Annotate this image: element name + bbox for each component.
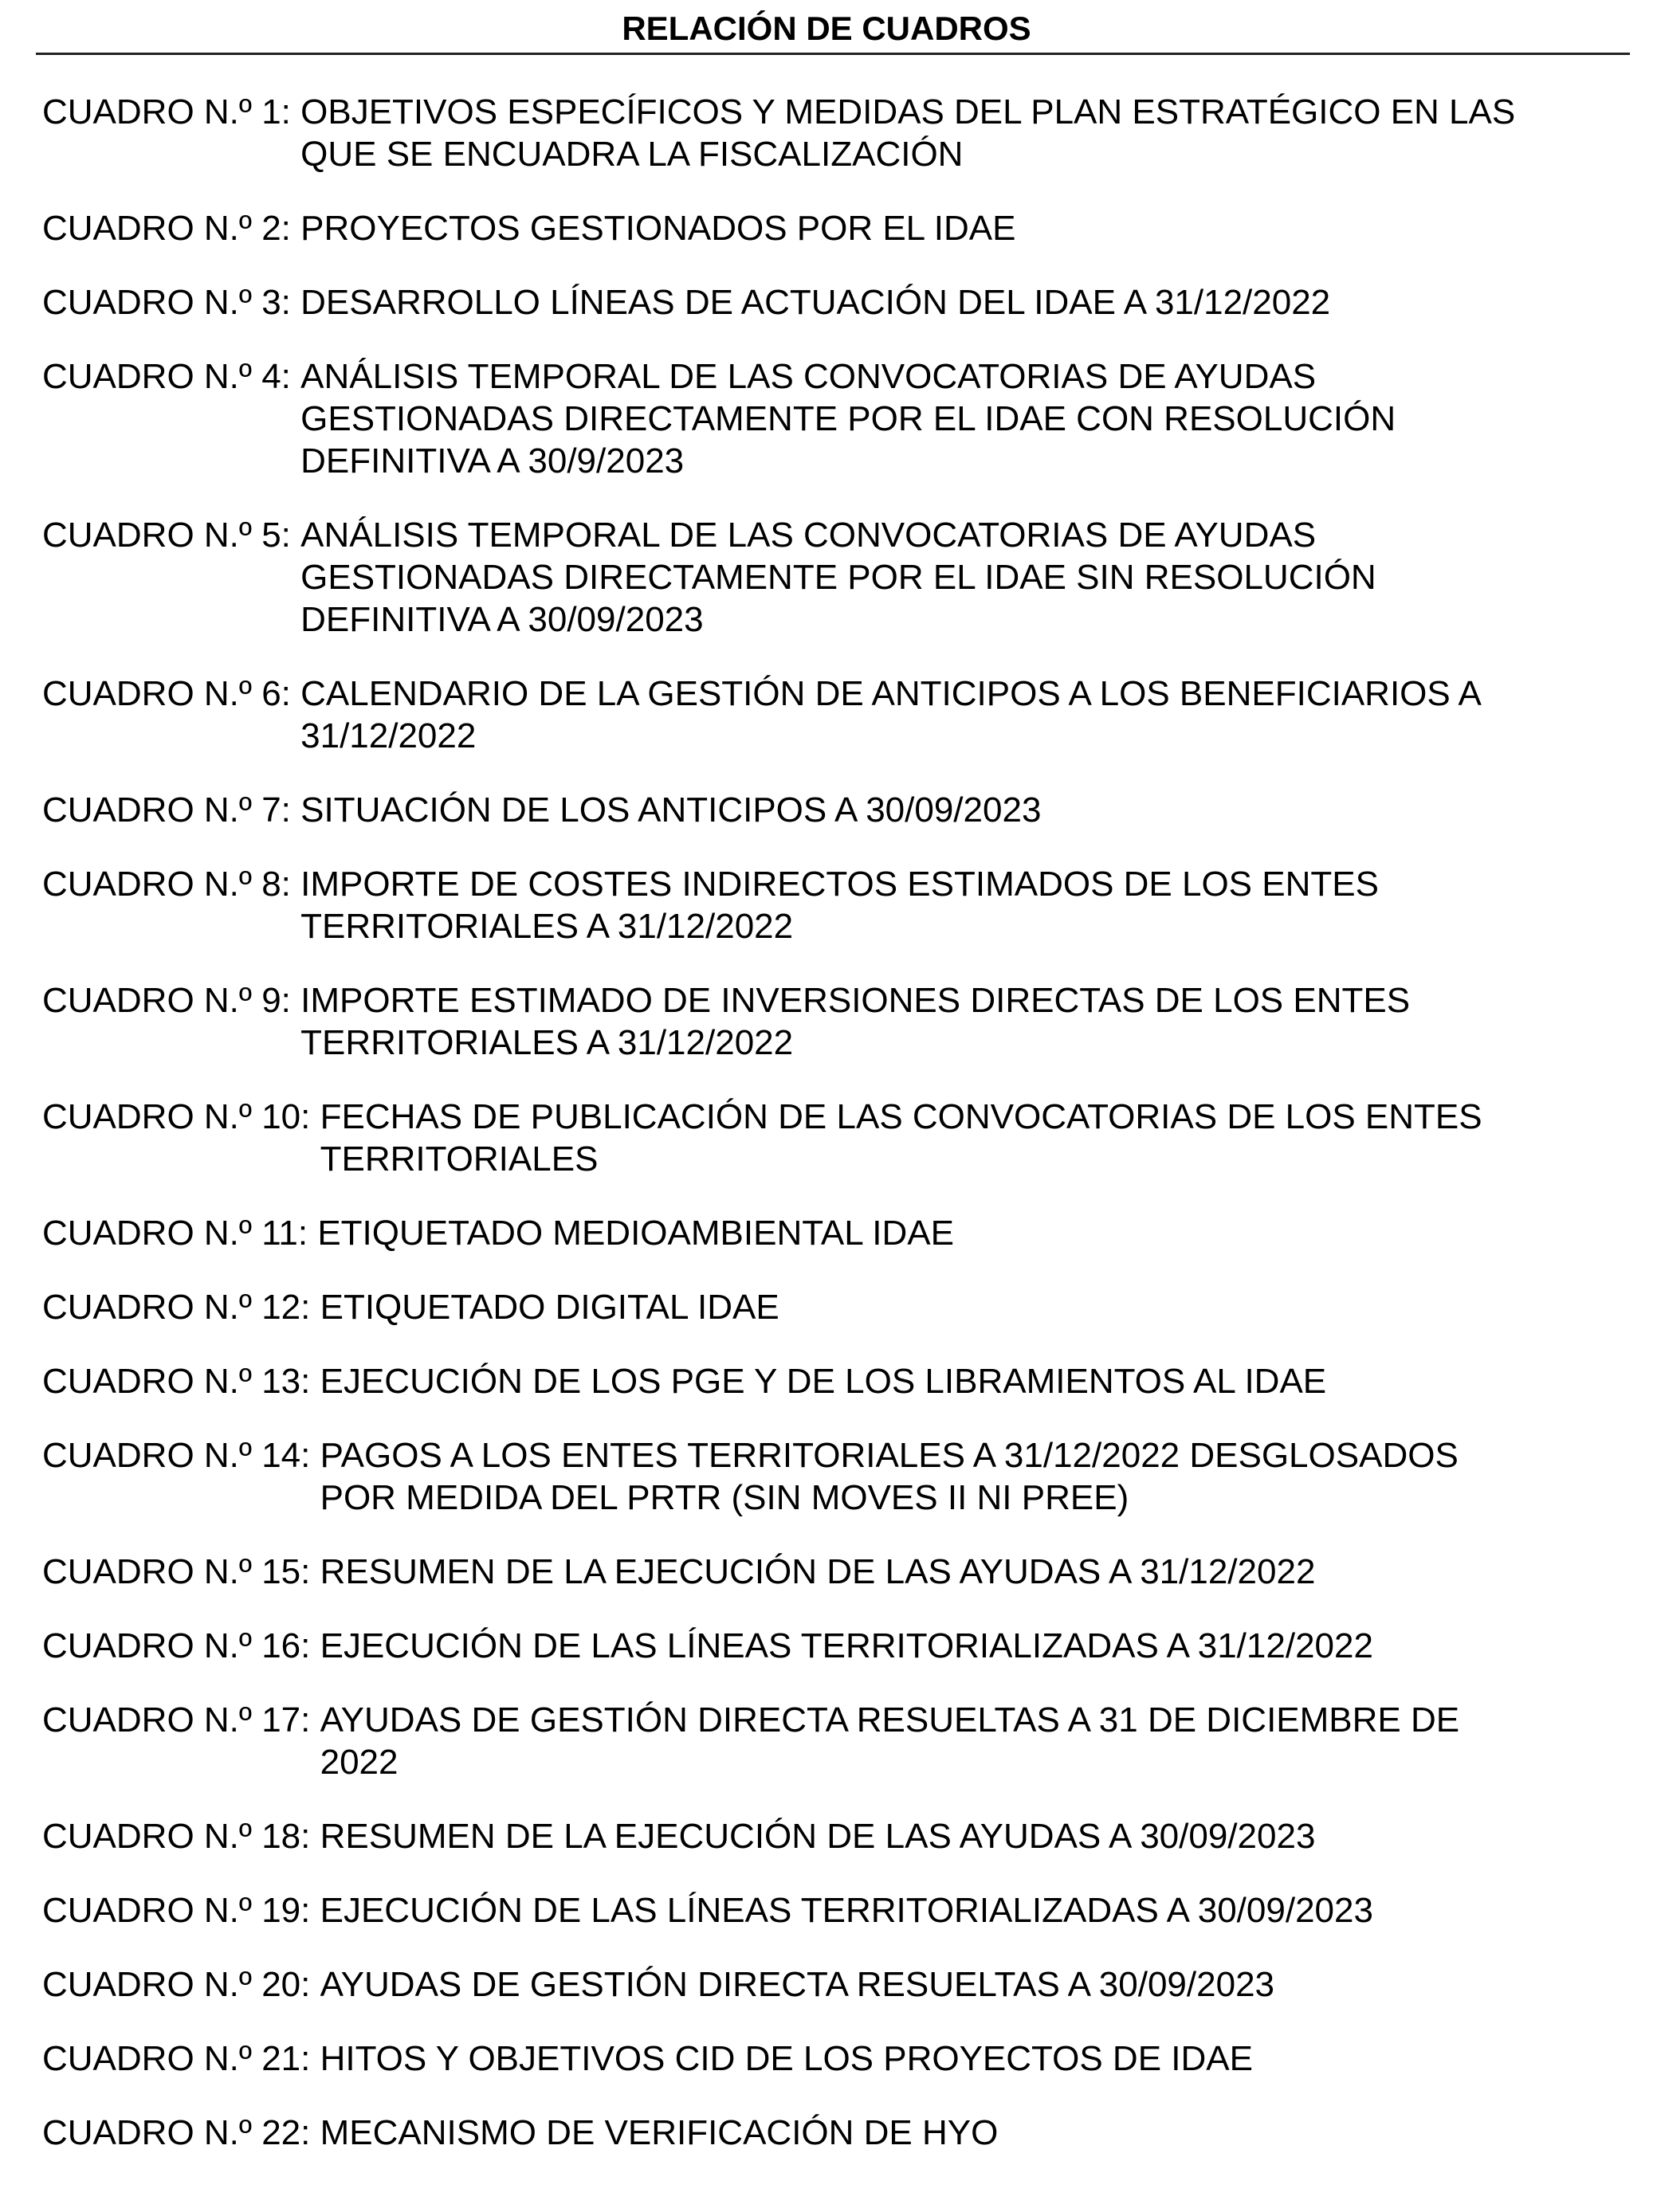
caption-line: CALENDARIO DE LA GESTIÓN DE ANTICIPOS A LOS BENEFICIARIOS A	[300, 674, 1482, 713]
list-item	[42, 91, 1637, 175]
caption-line: DEFINITIVA A 30/09/2023	[300, 600, 704, 639]
list-item	[42, 979, 1637, 1064]
table-number: CUADRO N.º 6:	[42, 674, 301, 713]
table-number: CUADRO N.º 19:	[42, 1891, 320, 1930]
table-caption	[300, 355, 1396, 482]
list-item	[42, 2112, 1637, 2154]
caption-line: IMPORTE DE COSTES INDIRECTOS ESTIMADOS DE LOS ENTES	[300, 865, 1379, 904]
table-number: CUADRO N.º 5:	[42, 516, 301, 555]
list-item	[42, 355, 1637, 482]
list-item	[42, 1286, 1637, 1328]
list-item	[42, 789, 1637, 831]
caption-line: TERRITORIALES A 31/12/2022	[300, 1023, 794, 1062]
table-caption	[300, 91, 1515, 175]
caption-line: MECANISMO DE VERIFICACIÓN DE HYO	[320, 2113, 999, 2152]
caption-line: GESTIONADAS DIRECTAMENTE POR EL IDAE SIN RESOLUCIÓN	[300, 558, 1376, 597]
caption-line: FECHAS DE PUBLICACIÓN DE LAS CONVOCATORIAS DE LOS ENTES	[320, 1097, 1482, 1136]
caption-line: 2022	[320, 1743, 399, 1782]
table-caption	[320, 1889, 1373, 1932]
list-item	[42, 1551, 1637, 1593]
table-number: CUADRO N.º 10:	[42, 1097, 320, 1136]
table-caption	[320, 1551, 1316, 1593]
table-number: CUADRO N.º 9:	[42, 981, 301, 1020]
table-caption	[320, 1360, 1327, 1402]
list-item	[42, 1360, 1637, 1402]
table-number: CUADRO N.º 17:	[42, 1700, 320, 1739]
table-number: CUADRO N.º 13:	[42, 1362, 320, 1401]
table-caption	[300, 514, 1376, 641]
caption-line: ETIQUETADO DIGITAL IDAE	[320, 1288, 779, 1327]
table-list	[42, 91, 1637, 2186]
table-caption	[300, 979, 1410, 1064]
caption-line: HITOS Y OBJETIVOS CID DE LOS PROYECTOS DE IDAE	[320, 2039, 1253, 2078]
list-item	[42, 514, 1637, 641]
table-number: CUADRO N.º 8:	[42, 865, 301, 904]
table-number: CUADRO N.º 7:	[42, 790, 301, 830]
caption-line: RESUMEN DE LA EJECUCIÓN DE LAS AYUDAS A 31/12/2022	[320, 1552, 1316, 1591]
table-caption	[320, 1699, 1460, 1783]
table-number: CUADRO N.º 21:	[42, 2039, 320, 2078]
table-number: CUADRO N.º 11:	[42, 1214, 318, 1253]
table-number: CUADRO N.º 1:	[42, 92, 301, 131]
list-item	[42, 1963, 1637, 2006]
caption-line: OBJETIVOS ESPECÍFICOS Y MEDIDAS DEL PLAN ESTRATÉGICO EN LAS	[300, 92, 1516, 131]
table-number: CUADRO N.º 22:	[42, 2113, 320, 2152]
caption-line: EJECUCIÓN DE LAS LÍNEAS TERRITORIALIZADAS A 31/12/2022	[320, 1626, 1373, 1665]
caption-line: GESTIONADAS DIRECTAMENTE POR EL IDAE CON RESOLUCIÓN	[300, 399, 1396, 438]
caption-line: RESUMEN DE LA EJECUCIÓN DE LAS AYUDAS A 30/09/2023	[320, 1817, 1316, 1856]
caption-line: PROYECTOS GESTIONADOS POR EL IDAE	[300, 209, 1016, 248]
table-number: CUADRO N.º 20:	[42, 1965, 320, 2004]
caption-line: IMPORTE ESTIMADO DE INVERSIONES DIRECTAS DE LOS ENTES	[300, 981, 1411, 1020]
table-number: CUADRO N.º 12:	[42, 1288, 320, 1327]
caption-line: DESARROLLO LÍNEAS DE ACTUACIÓN DEL IDAE A 31/12/2022	[300, 283, 1331, 322]
table-number: CUADRO N.º 14:	[42, 1436, 320, 1475]
table-caption	[300, 673, 1482, 757]
table-caption	[300, 207, 1015, 249]
table-caption	[320, 1434, 1459, 1519]
caption-line: 31/12/2022	[300, 716, 477, 755]
caption-line: EJECUCIÓN DE LAS LÍNEAS TERRITORIALIZADAS A 30/09/2023	[320, 1891, 1373, 1930]
table-caption	[320, 1096, 1482, 1180]
caption-line: TERRITORIALES	[320, 1139, 599, 1179]
list-item	[42, 207, 1637, 249]
caption-line: ETIQUETADO MEDIOAMBIENTAL IDAE	[317, 1214, 954, 1253]
list-item	[42, 673, 1637, 757]
list-item	[42, 1096, 1637, 1180]
list-item	[42, 1815, 1637, 1857]
list-item	[42, 2037, 1637, 2080]
caption-line: EJECUCIÓN DE LOS PGE Y DE LOS LIBRAMIENTOS AL IDAE	[320, 1362, 1327, 1401]
table-number: CUADRO N.º 16:	[42, 1626, 320, 1665]
list-item	[42, 1434, 1637, 1519]
caption-line: ANÁLISIS TEMPORAL DE LAS CONVOCATORIAS DE AYUDAS	[300, 516, 1317, 555]
table-number: CUADRO N.º 18:	[42, 1817, 320, 1856]
title-divider	[36, 53, 1630, 55]
list-item	[42, 1889, 1637, 1932]
list-item	[42, 1625, 1637, 1667]
caption-line: POR MEDIDA DEL PRTR (SIN MOVES II NI PREE)	[320, 1478, 1129, 1517]
caption-line: AYUDAS DE GESTIÓN DIRECTA RESUELTAS A 31 DE DICIEMBRE DE	[320, 1700, 1460, 1739]
table-caption	[320, 1625, 1373, 1667]
table-caption	[320, 1815, 1316, 1857]
table-number: CUADRO N.º 4:	[42, 357, 301, 396]
caption-line: DEFINITIVA A 30/9/2023	[300, 441, 685, 480]
caption-line: ANÁLISIS TEMPORAL DE LAS CONVOCATORIAS DE AYUDAS	[300, 357, 1317, 396]
caption-line: SITUACIÓN DE LOS ANTICIPOS A 30/09/2023	[300, 790, 1042, 830]
table-caption	[320, 1963, 1274, 2006]
list-item	[42, 1699, 1637, 1783]
table-caption	[300, 789, 1041, 831]
caption-line: AYUDAS DE GESTIÓN DIRECTA RESUELTAS A 30/09/2023	[320, 1965, 1275, 2004]
table-caption	[320, 2037, 1253, 2080]
table-caption	[300, 863, 1379, 947]
table-caption	[320, 1286, 779, 1328]
table-caption	[317, 1212, 954, 1254]
caption-line: PAGOS A LOS ENTES TERRITORIALES A 31/12/2022 DESGLOSADOS	[320, 1436, 1459, 1475]
table-caption	[320, 2112, 999, 2154]
page-title: RELACIÓN DE CUADROS	[622, 10, 1031, 47]
list-item	[42, 1212, 1637, 1254]
list-item	[42, 863, 1637, 947]
table-caption	[300, 281, 1330, 324]
table-number: CUADRO N.º 2:	[42, 209, 301, 248]
table-number: CUADRO N.º 15:	[42, 1552, 320, 1591]
list-item	[42, 281, 1637, 324]
caption-line: TERRITORIALES A 31/12/2022	[300, 907, 794, 946]
table-number: CUADRO N.º 3:	[42, 283, 301, 322]
caption-line: QUE SE ENCUADRA LA FISCALIZACIÓN	[300, 135, 964, 174]
